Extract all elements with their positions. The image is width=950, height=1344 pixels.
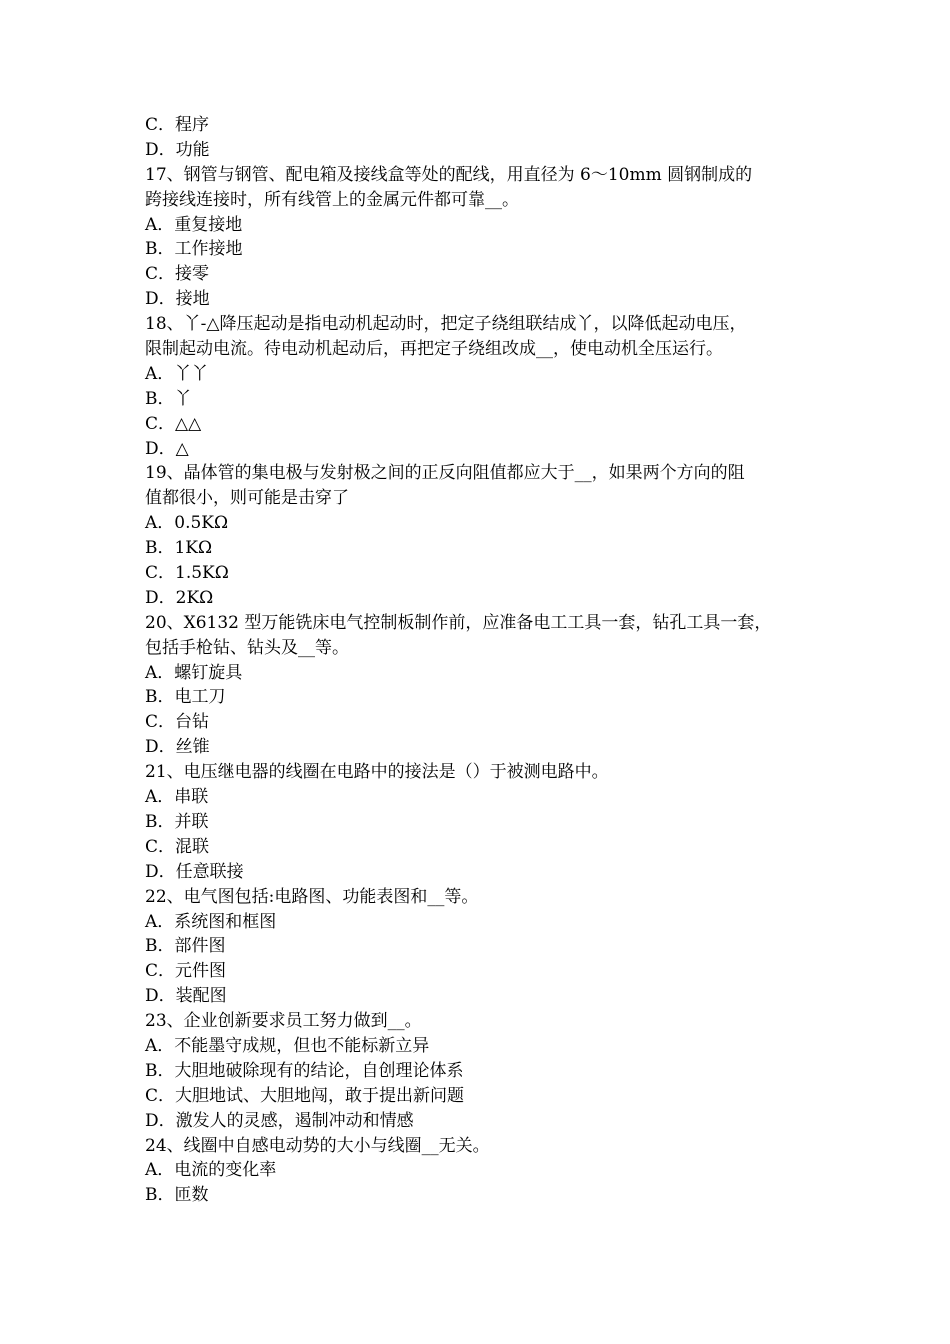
question-text: 23、企业创新要求员工努力做到__。	[145, 1011, 422, 1032]
option-a: A．串联	[145, 787, 209, 808]
document-page	[145, 113, 825, 1208]
question-text: 17、钢管与钢管、配电箱及接线盒等处的配线，用直径为 6～10mm 圆钢制成的	[145, 164, 753, 185]
question-23	[145, 1009, 825, 1133]
option-a: A．螺钉旋具	[145, 662, 243, 683]
option-c: C．△△	[145, 413, 202, 434]
question-text: 跨接线连接时，所有线管上的金属元件都可靠__。	[145, 189, 519, 210]
option-d: D．功能	[145, 139, 210, 160]
option-b: B．电工刀	[145, 687, 226, 708]
question-text: 19、晶体管的集电极与发射极之间的正反向阻值都应大于__，如果两个方向的阻	[145, 463, 745, 484]
question-18	[145, 312, 825, 461]
question-text: 18、丫-△降压起动是指电动机起动时，把定子绕组联结成丫，以降低起动电压，	[145, 314, 747, 335]
option-c: C．元件图	[145, 961, 227, 982]
option-a: A．0.5KΩ	[145, 513, 229, 534]
option-b: B．并联	[145, 811, 209, 832]
option-b: B．匝数	[145, 1185, 209, 1206]
option-d: D．装配图	[145, 986, 227, 1007]
question-17	[145, 163, 825, 312]
option-c: C．程序	[145, 115, 210, 135]
question-text: 24、线圈中自感电动势的大小与线圈__无关。	[145, 1135, 490, 1156]
option-b: B．丫	[145, 388, 192, 409]
option-b: B．部件图	[145, 936, 226, 957]
question-19	[145, 461, 825, 610]
option-d: D．接地	[145, 289, 210, 310]
leading-options	[145, 113, 825, 163]
option-d: D．任意联接	[145, 861, 244, 882]
question-24	[145, 1134, 825, 1209]
option-a: A．电流的变化率	[145, 1160, 277, 1181]
question-20	[145, 611, 825, 760]
option-d: D．△	[145, 438, 189, 459]
option-b: B．1KΩ	[145, 538, 213, 559]
question-text: 值都很小，则可能是击穿了	[145, 488, 349, 509]
option-d: D．激发人的灵感，遏制冲动和情感	[145, 1110, 414, 1131]
question-text: 限制起动电流。待电动机起动后，再把定子绕组改成__，使电动机全压运行。	[145, 339, 723, 360]
question-text: 20、X6132 型万能铣床电气控制板制作前，应准备电工工具一套，钻孔工具一套，	[145, 612, 772, 633]
option-b: B．工作接地	[145, 239, 243, 260]
option-c: C．混联	[145, 836, 210, 857]
option-c: C．大胆地试、大胆地闯，敢于提出新问题	[145, 1085, 465, 1106]
option-c: C．台钻	[145, 712, 210, 733]
question-21	[145, 760, 825, 884]
option-d: D．丝锥	[145, 737, 210, 758]
question-text: 22、电气图包括:电路图、功能表图和__等。	[145, 886, 479, 907]
option-a: A．系统图和框图	[145, 911, 277, 932]
option-d: D．2KΩ	[145, 587, 214, 608]
option-b: B．大胆地破除现有的结论，自创理论体系	[145, 1060, 464, 1081]
question-text: 21、电压继电器的线圈在电路中的接法是（）于被测电路中。	[145, 762, 609, 783]
option-c: C．1.5KΩ	[145, 563, 229, 584]
option-a: A．不能墨守成规，但也不能标新立异	[145, 1035, 430, 1056]
option-a: A．丫丫	[145, 363, 209, 384]
question-text: 包括手枪钻、钻头及__等。	[145, 637, 349, 658]
option-a: A．重复接地	[145, 214, 243, 235]
question-22	[145, 885, 825, 1009]
option-c: C．接零	[145, 264, 210, 285]
